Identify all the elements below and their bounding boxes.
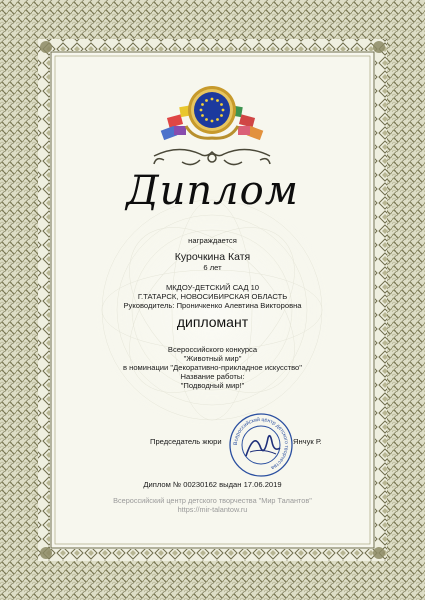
award-title: дипломант [176, 314, 249, 330]
awarded-label: награждается [188, 236, 237, 245]
institution: МКДОУ-ДЕТСКИЙ САД 10 [165, 283, 260, 292]
background-rosette [92, 190, 332, 430]
signature-icon [246, 436, 280, 456]
ornament-scroll-icon [154, 149, 270, 164]
recipient-name: Курочкина Катя [174, 251, 251, 263]
svg-text:Всероссийский центр детского т [233, 416, 289, 471]
diploma-title: Диплом [126, 168, 299, 214]
diploma-number: Диплом № 00230162 выдан 17.06.2019 [143, 480, 282, 489]
footer-org: Всероссийский центр детского творчества "Мир Талантов" [113, 496, 312, 505]
stamp-seal-icon [228, 412, 294, 478]
work-title: "Подводный мир!" [180, 381, 245, 390]
supervisor: Руководитель: Проничкенко Алевтина Викторовна [123, 301, 302, 310]
stamp-ring-text: Всероссийский центр детского творчества [232, 416, 290, 471]
emblem [142, 82, 282, 174]
nomination: в номинации "Декоративно-прикладное искусство" [123, 363, 302, 372]
city: Г.ТАТАРСК, НОВОСИБИРСКАЯ ОБЛАСТЬ [137, 292, 288, 301]
contest-line: Всероссийского конкурса [167, 345, 258, 354]
footer-url: https://mir-talantow.ru [177, 505, 248, 514]
recipient-age: 6 лет [203, 263, 222, 272]
work-label: Название работы: [180, 372, 245, 381]
chair-name: Янчук Р. [293, 437, 322, 446]
chair-label: Председатель жюри [150, 437, 222, 446]
contest-name: "Животный мир" [183, 354, 242, 363]
